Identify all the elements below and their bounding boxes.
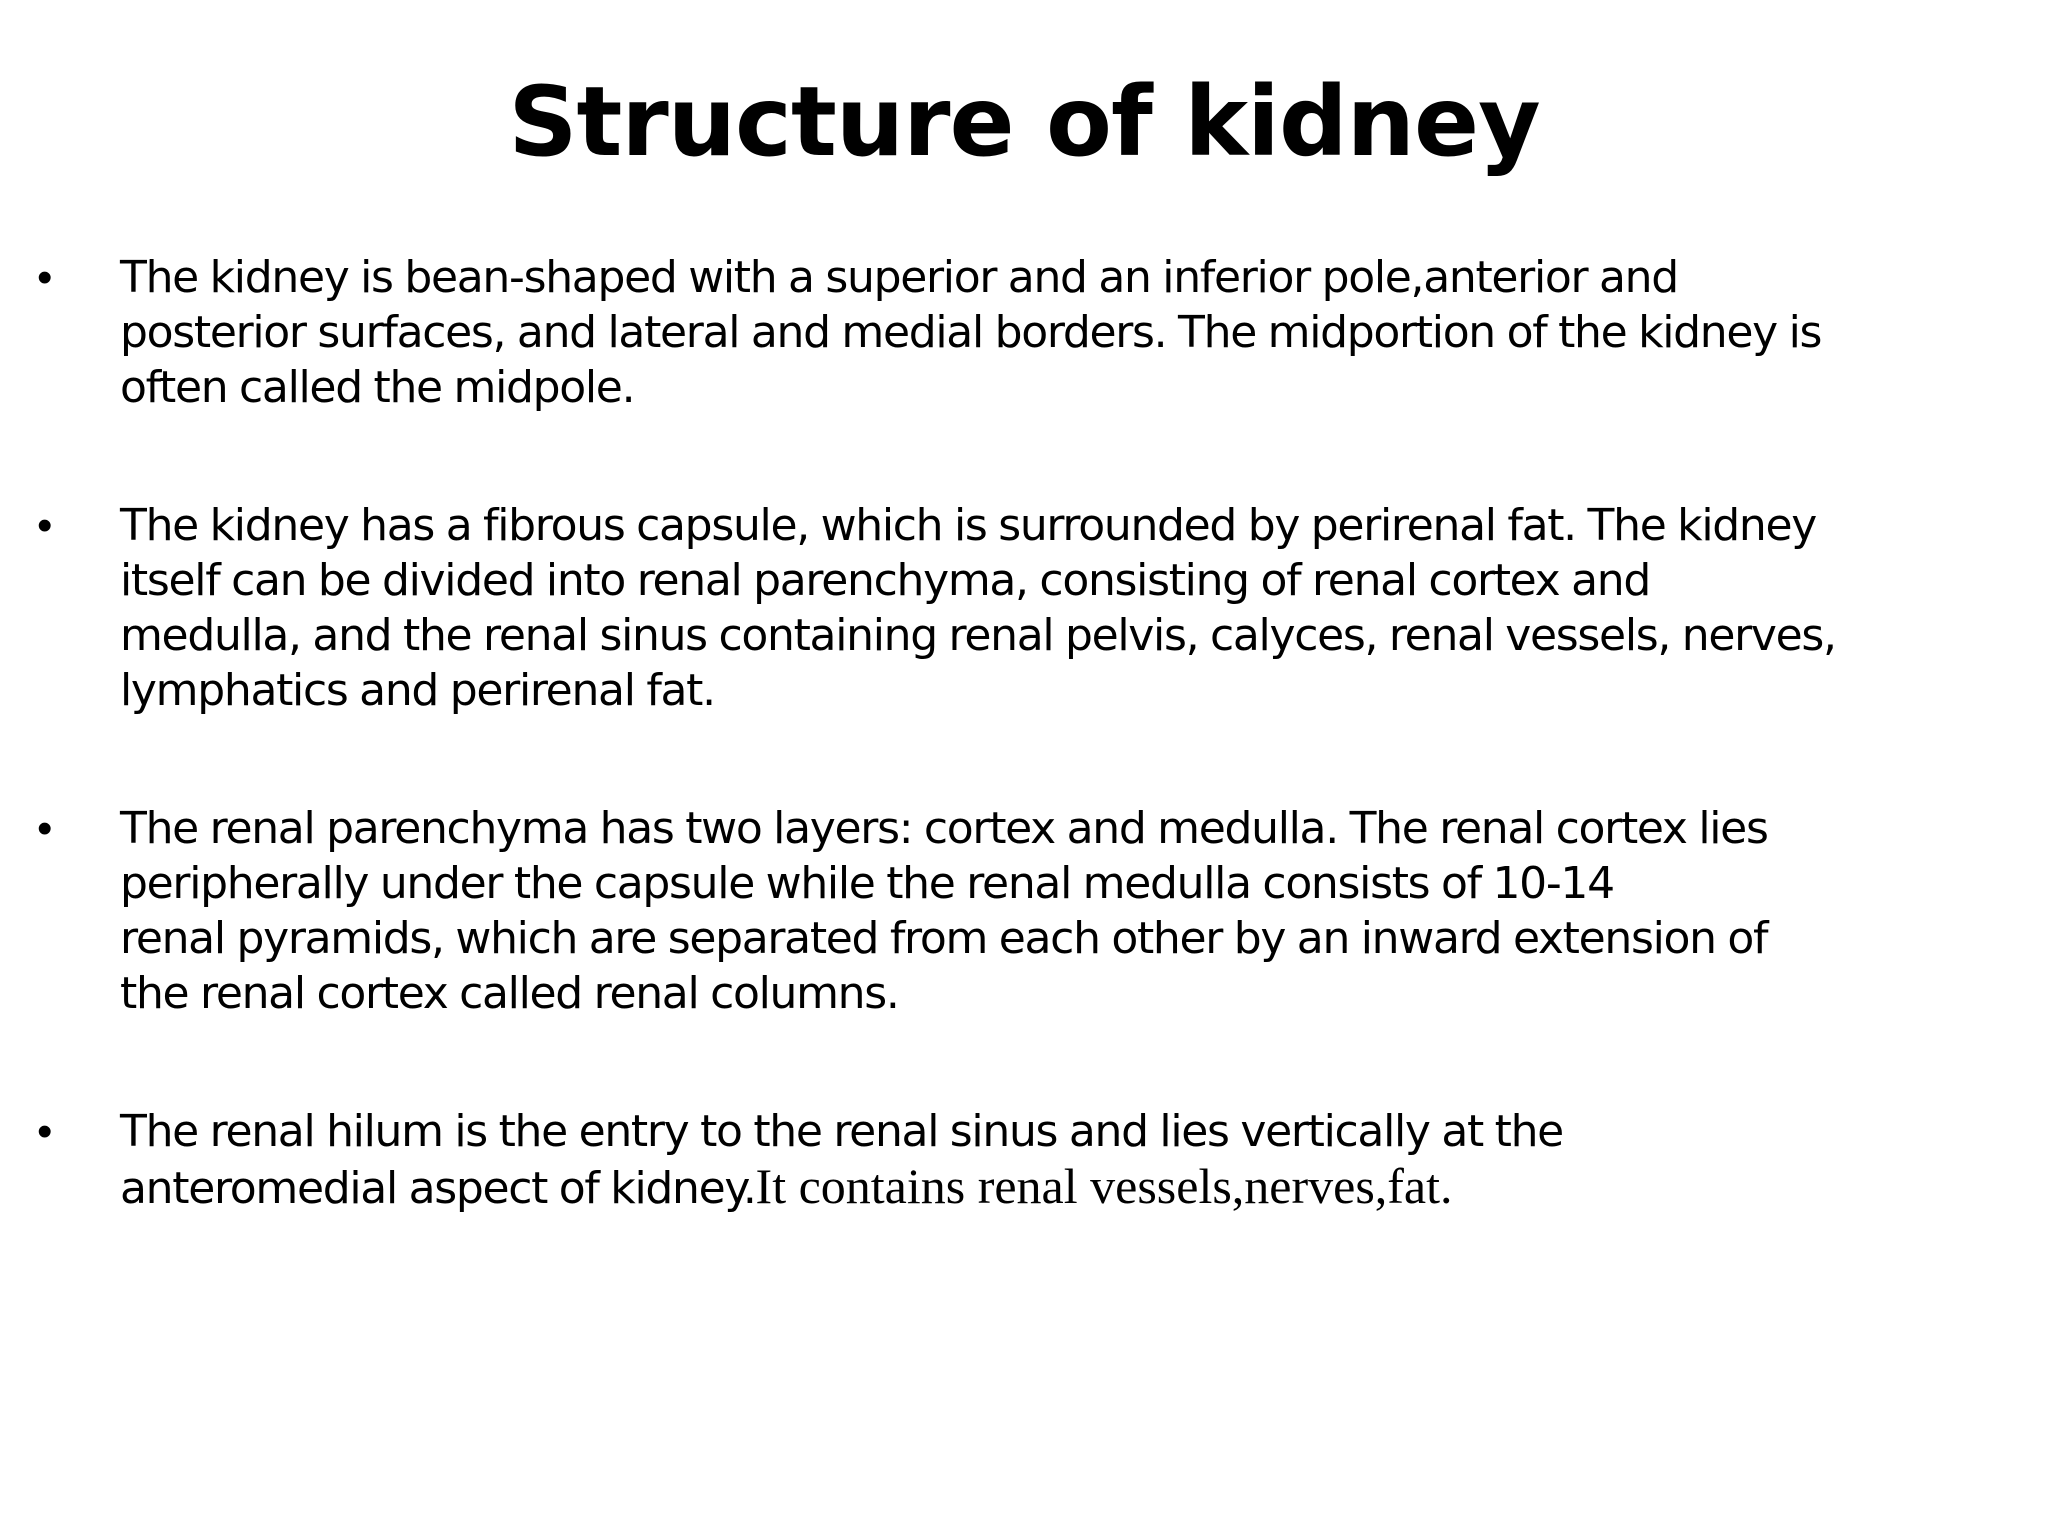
bullet-text: The kidney has a fibrous capsule, which is surrounded by perirenal fat. The kidney itself can be divided into renal parenchyma, consisting of renal cortex and medulla, and the renal sinus containing renal pelvis, calyces, renal vessels, nerves, lymphatics and perirenal fat. [120, 500, 1836, 716]
bullet-item [0, 498, 2048, 718]
bullet-text: The renal hilum is the entry to the renal sinus and lies vertically at the anteromedial aspect of kidney. [120, 1106, 1563, 1214]
bullet-item [0, 801, 2048, 1021]
bullet-item [0, 1104, 2048, 1216]
bullet-text-serif: It contains renal vessels,nerves,fat. [755, 1158, 1453, 1214]
bullet-dot-icon: • [37, 804, 53, 853]
bullet-text: The renal parenchyma has two layers: cortex and medulla. The renal cortex lies peripherally under the capsule while the renal medulla consists of 10-14 renal pyramids, which are separated from each other by an inward extension of the renal cortex called renal columns. [120, 803, 1768, 1019]
bullet-item [0, 250, 2048, 415]
bullet-text-wrapper [120, 1104, 2040, 1216]
bullet-dot-icon: • [37, 253, 53, 302]
bullet-text: The kidney is bean-shaped with a superior and an inferior pole,anterior and posterior surfaces, and lateral and medial borders. The midportion of the kidney is often called the midpole. [120, 252, 1822, 413]
slide-title: Structure of kidney [508, 66, 1540, 178]
bullet-dot-icon: • [37, 501, 53, 550]
bullet-dot-icon: • [37, 1107, 53, 1156]
bullet-list [0, 250, 2048, 1299]
